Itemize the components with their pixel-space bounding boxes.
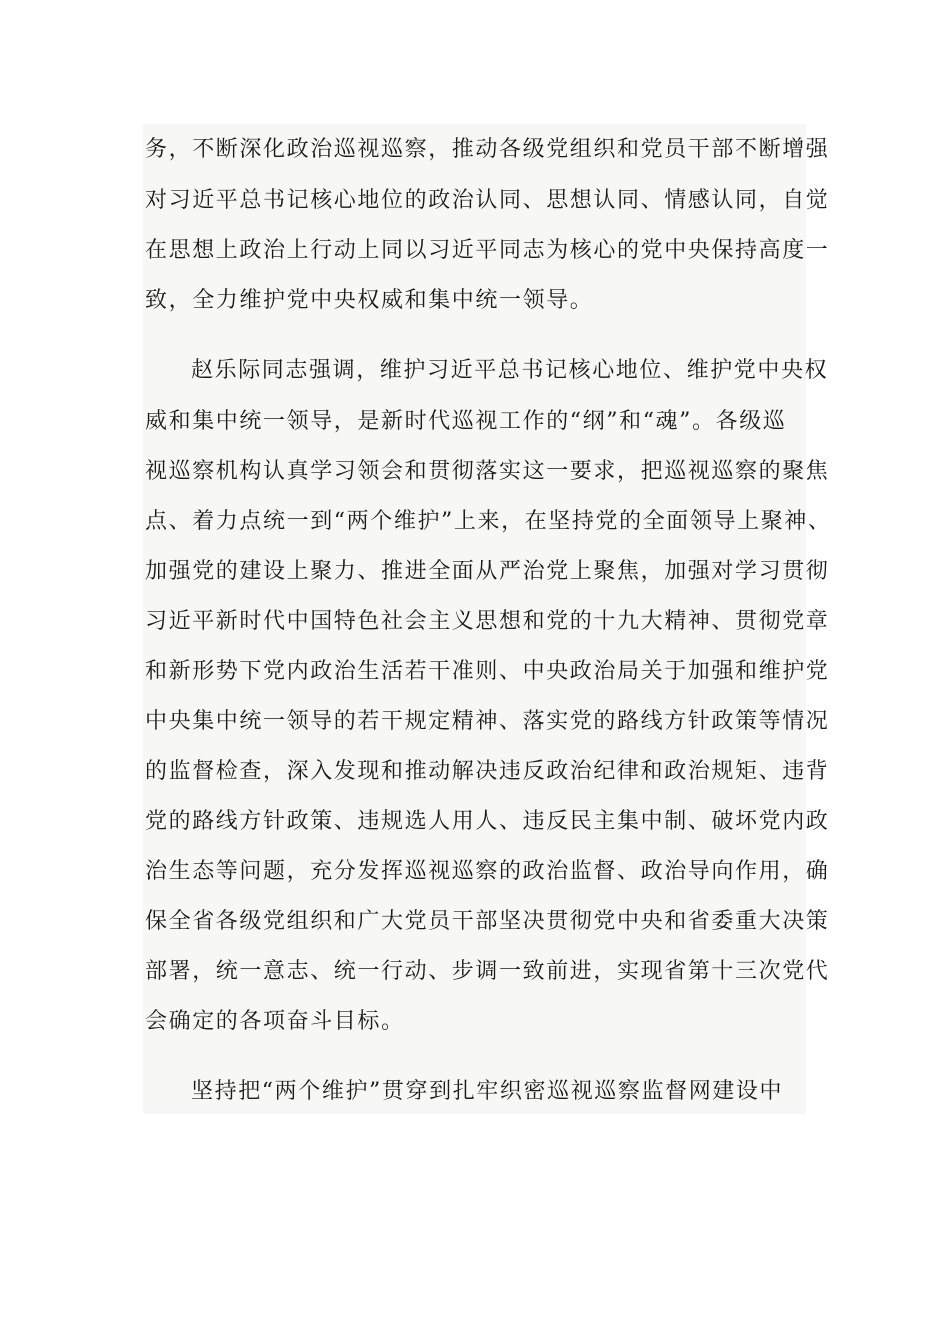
paragraph-2-line-14: 会确定的各项奋斗目标。 (145, 1009, 405, 1034)
paragraph-2-line-4: 点、着力点统一到“两个维护”上来，在坚持党的全面领导上聚神、 (145, 509, 832, 534)
paragraph-2-line-8: 中央集中统一领导的若干规定精神、落实党的路线方针政策等情况 (145, 709, 830, 734)
paragraph-1-line-3: 在思想上政治上行动上同以习近平同志为核心的党中央保持高度一 (145, 238, 830, 263)
paragraph-1-line-1: 务，不断深化政治巡视巡察，推动各级党组织和党员干部不断增强 (145, 137, 830, 162)
paragraph-2-line-5: 加强党的建设上聚力、推进全面从严治党上聚焦，加强对学习贯彻 (145, 559, 830, 584)
paragraph-2-line-6: 习近平新时代中国特色社会主义思想和党的十九大精神、贯彻党章 (145, 609, 830, 634)
paragraph-2-line-11: 治生态等问题，充分发挥巡视巡察的政治监督、政治导向作用，确 (145, 859, 830, 884)
paragraph-1-line-2: 对习近平总书记核心地位的政治认同、思想认同、情感认同，自觉 (145, 188, 830, 213)
paragraph-2-line-10: 党的路线方针政策、违规选人用人、违反民主集中制、破坏党内政 (145, 809, 830, 834)
paragraph-2-line-7: 和新形势下党内政治生活若干准则、中央政治局关于加强和维护党 (145, 659, 830, 684)
paragraph-2-line-9: 的监督检查，深入发现和推动解决违反政治纪律和政治规矩、违背 (145, 759, 830, 784)
paragraph-2-line-3: 视巡察机构认真学习领会和贯彻落实这一要求，把巡视巡察的聚焦 (145, 459, 830, 484)
paragraph-2-line-12: 保全省各级党组织和广大党员干部坚决贯彻党中央和省委重大决策 (145, 909, 830, 934)
paragraph-2-line-1: 赵乐际同志强调，维护习近平总书记核心地位、维护党中央权 (191, 358, 829, 383)
paragraph-3-line-1: 坚持把“两个维护”贯穿到扎牢织密巡视巡察监督网建设中 (191, 1079, 784, 1104)
paragraph-1-line-4: 致，全力维护党中央权威和集中统一领导。 (145, 288, 594, 313)
paragraph-2-line-13: 部署，统一意志、统一行动、步调一致前进，实现省第十三次党代 (145, 959, 830, 984)
paragraph-2-line-2: 威和集中统一领导，是新时代巡视工作的“纲”和“魂”。各级巡 (145, 409, 787, 434)
